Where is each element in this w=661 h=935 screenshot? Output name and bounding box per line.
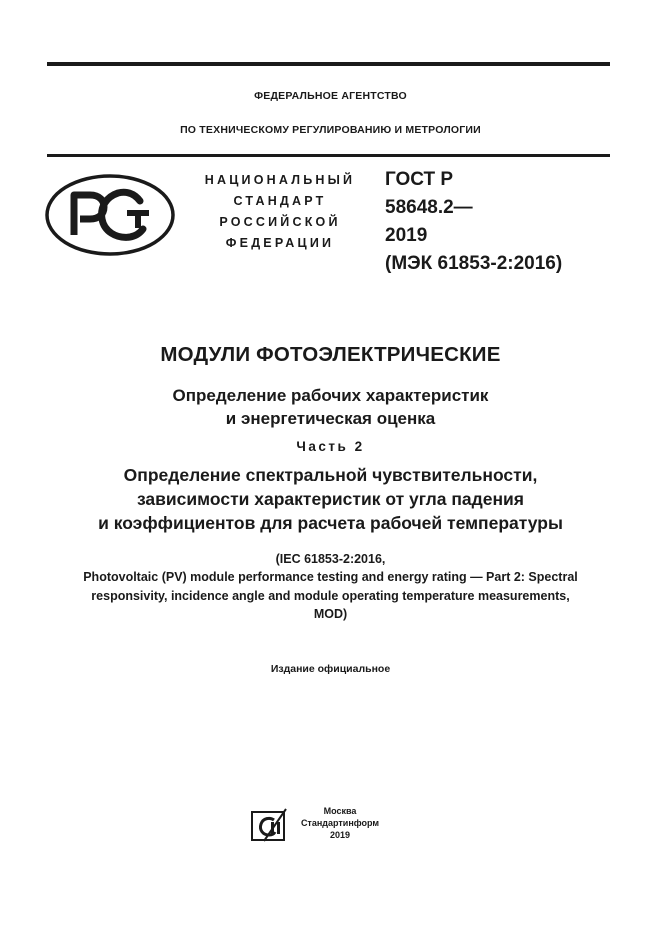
edition-note: Издание официальное [270, 663, 391, 675]
standartinform-logo-icon [250, 808, 288, 842]
national-line: НАЦИОНАЛЬНЫЙ [204, 173, 356, 187]
international-ref-line: Photovoltaic (PV) module performance testing and energy rating — Part 2: Spectral [83, 570, 578, 584]
top-rule [47, 62, 610, 66]
rst-certification-mark-icon [44, 173, 176, 257]
national-line: ФЕДЕРАЦИИ [225, 236, 335, 250]
document-title: МОДУЛИ ФОТОЭЛЕКТРИЧЕСКИЕ [160, 343, 501, 366]
subtitle-line: и энергетическая оценка [225, 409, 436, 428]
agency-line-1: ФЕДЕРАЛЬНОЕ АГЕНТСТВО [254, 90, 407, 102]
national-standard-label [190, 170, 370, 254]
agency-line-2: ПО ТЕХНИЧЕСКОМУ РЕГУЛИРОВАНИЮ И МЕТРОЛОГИИ [180, 124, 481, 136]
part-title-line: Определение спектральной чувствительности, [123, 465, 538, 485]
designation-line: (МЭК 61853-2:2016) [385, 253, 563, 274]
standard-designation [385, 166, 562, 278]
designation-line: ГОСТ Р [385, 169, 454, 190]
national-line: РОССИЙСКОЙ [219, 215, 341, 229]
publisher-city: Москва [323, 806, 357, 816]
publisher-info [300, 805, 380, 841]
international-ref-line: responsivity, incidence angle and module operating temperature measurements, [91, 589, 570, 603]
national-line: СТАНДАРТ [233, 194, 327, 208]
international-ref-line: (IEC 61853-2:2016, [275, 552, 386, 566]
part-title-line: зависимости характеристик от угла падения [136, 489, 525, 509]
international-ref-line: MOD) [313, 607, 348, 621]
designation-line: 58648.2— [385, 197, 473, 218]
subtitle-line: Определение рабочих характеристик [172, 386, 489, 405]
part-label: Часть 2 [296, 439, 365, 454]
publisher-name: Стандартинформ [300, 818, 380, 828]
designation-line: 2019 [385, 225, 428, 246]
middle-rule [47, 154, 610, 157]
publisher-year: 2019 [329, 830, 351, 840]
part-title-line: и коэффициентов для расчета рабочей температуры [98, 513, 563, 533]
